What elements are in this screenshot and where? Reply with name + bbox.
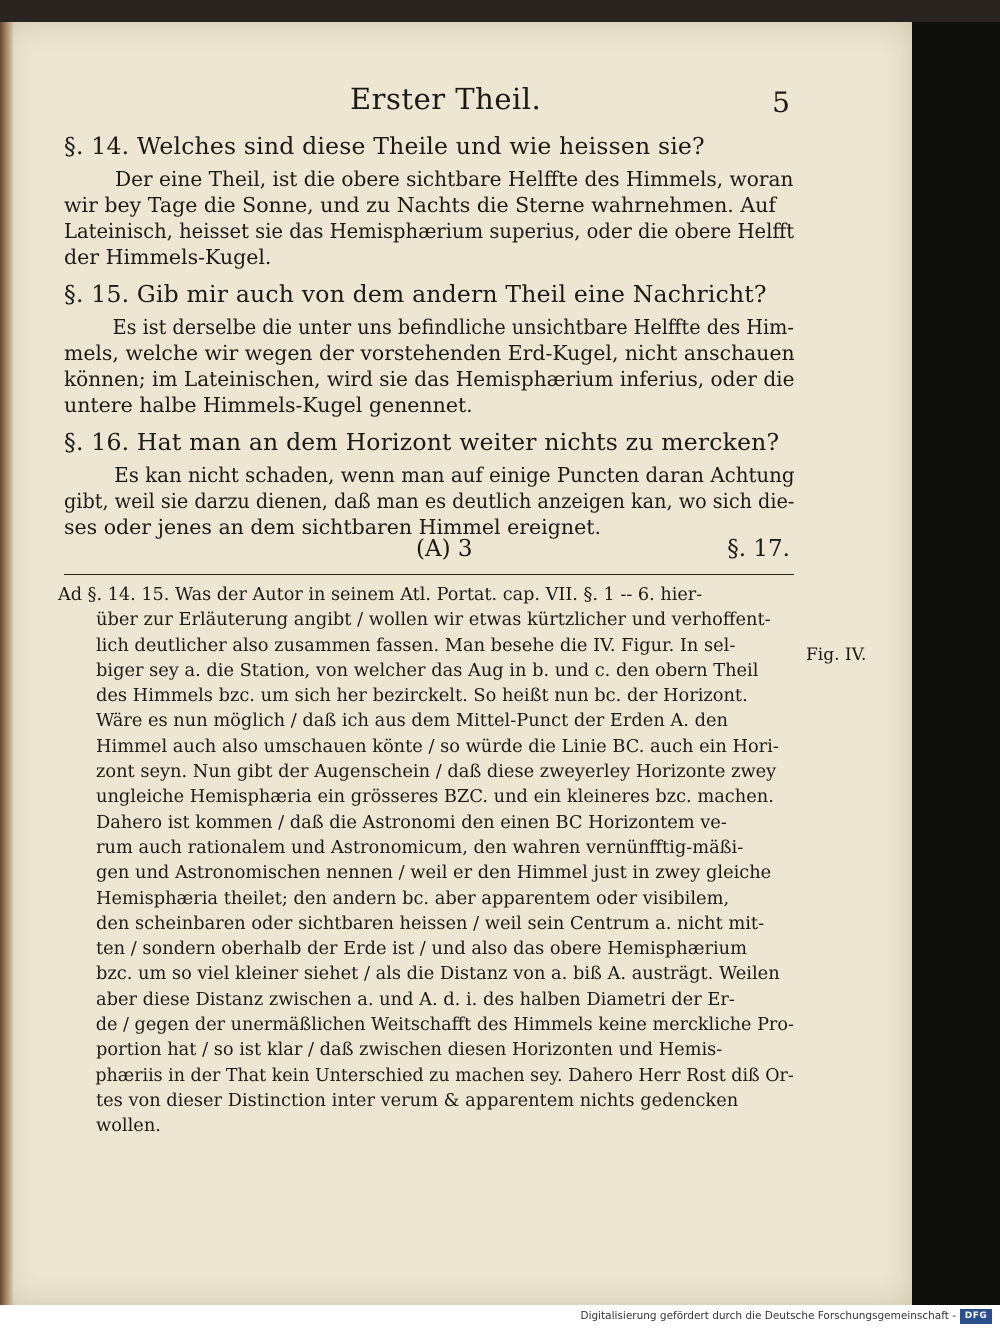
note-line: bzc. um so viel kleiner siehet / als die Distanz von a. biß A. austrägt. Weilen <box>96 963 780 985</box>
text-line: der Himmels-Kugel. <box>64 245 272 269</box>
signature-mark: (A) 3 <box>416 536 473 562</box>
note-line: ten / sondern oberhalb der Erde ist / und also das obere Hemisphærium <box>96 938 747 960</box>
question-heading: §. 15. Gib mir auch von dem andern Theil eine Nachricht? <box>64 280 767 308</box>
note-line: biger sey a. die Station, von welcher das Aug in b. und c. den obern Theil <box>96 659 759 681</box>
footer-bar <box>0 1305 1000 1329</box>
note-line: des Himmels bzc. um sich her bezirckelt. So heißt nun bc. der Horizont. <box>96 685 748 707</box>
section-16 <box>64 424 794 540</box>
running-title: Erster Theil. <box>350 82 542 116</box>
catchword: §. 17. <box>727 536 790 562</box>
note-line: Dahero ist kommen / daß die Astronomi den einen BC Horizontem ve- <box>96 811 727 833</box>
note-line: wollen. <box>96 1115 161 1137</box>
running-head <box>20 82 790 128</box>
footnote-rule <box>64 574 794 575</box>
page-gutter <box>0 22 14 1305</box>
section-14 <box>64 128 794 270</box>
note-line: über zur Erläuterung angibt / wollen wir etwas kürtzlicher und verhoffent- <box>96 609 771 631</box>
text-line: Der eine Theil, ist die obere sichtbare Helffte des Himmels, woran <box>115 167 794 191</box>
note-line: lich deutlicher also zusammen fassen. Man besehe die IV. Figur. In sel- <box>96 634 736 656</box>
note-line: gen und Astronomischen nennen / weil er den Himmel just in zwey gleiche <box>96 862 772 884</box>
note-line: Wäre es nun möglich / daß ich aus dem Mittel-Punct der Erden A. den <box>96 710 728 732</box>
text-line: gibt, weil sie darzu dienen, daß man es deutlich anzeigen kan, wo sich die- <box>64 489 795 513</box>
section-15 <box>64 276 794 418</box>
note-line: den scheinbaren oder sichtbaren heissen / weil sein Centrum a. nicht mit- <box>96 912 765 934</box>
note-line: Himmel auch also umschauen könte / so würde die Linie BC. auch ein Hori- <box>96 735 779 757</box>
dfg-logo: DFG <box>960 1309 992 1324</box>
answer-paragraph <box>64 166 794 270</box>
note-line: portion hat / so ist klar / daß zwischen diesen Horizonten und Hemis- <box>96 1039 723 1061</box>
text-line: Es kan nicht schaden, wenn man auf einige Puncten daran Achtung <box>114 463 795 487</box>
text-line: können; im Lateinischen, wird sie das Hemisphærium inferius, oder die <box>64 367 795 391</box>
question-heading: §. 16. Hat man an dem Horizont weiter nichts zu mercken? <box>64 428 780 456</box>
text-line: wir bey Tage die Sonne, und zu Nachts die Sterne wahrnehmen. Auf <box>64 193 776 217</box>
note-line: Ad §. 14. 15. Was der Autor in seinem Atl. Portat. cap. VII. §. 1 -- 6. hier- <box>58 584 703 605</box>
text-line: untere halbe Himmels-Kugel genennet. <box>64 393 473 417</box>
note-line: phæriis in der That kein Unterschied zu machen sey. Dahero Herr Rost diß Or- <box>95 1064 794 1086</box>
note-line: Hemisphæria theilet; den andern bc. aber apparentem oder visibilem, <box>96 887 730 909</box>
text-line: Lateinisch, heisset sie das Hemisphærium superius, oder die obere Helfft <box>64 219 795 243</box>
funding-credit: Digitalisierung gefördert durch die Deutsche Forschungsgemeinschaft - <box>580 1310 956 1322</box>
text-line: ses oder jenes an dem sichtbaren Himmel ereignet. <box>64 515 601 539</box>
text-line: mels, welche wir wegen der vorstehenden Erd-Kugel, nicht anschauen <box>64 341 795 365</box>
main-text <box>64 128 794 546</box>
signature-line <box>20 536 790 566</box>
text-line: Es ist derselbe die unter uns befindliche unsichtbare Helffte des Him- <box>112 315 794 339</box>
note-line: zont seyn. Nun gibt der Augenschein / daß diese zweyerley Horizonte zwey <box>96 761 777 783</box>
annotation-block <box>58 582 794 1139</box>
note-line: de / gegen der unermäßlichen Weitschafft des Himmels keine merckliche Pro- <box>95 1014 794 1036</box>
note-line: rum auch rationalem und Astronomicum, den wahren vernünfftig-mäßi- <box>96 836 744 858</box>
answer-paragraph <box>64 314 794 418</box>
note-line: ungleiche Hemisphæria ein grösseres BZC. und ein kleineres bzc. machen. <box>96 786 774 808</box>
page-edge-shadow <box>912 22 1000 1305</box>
page-number: 5 <box>772 86 790 119</box>
note-line: aber diese Distanz zwischen a. und A. d. i. des halben Diametri der Er- <box>96 988 735 1010</box>
question-heading: §. 14. Welches sind diese Theile und wie heissen sie? <box>64 132 705 160</box>
note-line: tes von dieser Distinction inter verum & apparentem nichts gedencken <box>96 1089 739 1111</box>
answer-paragraph <box>64 462 794 540</box>
margin-figure-label: Fig. IV. <box>806 645 867 665</box>
